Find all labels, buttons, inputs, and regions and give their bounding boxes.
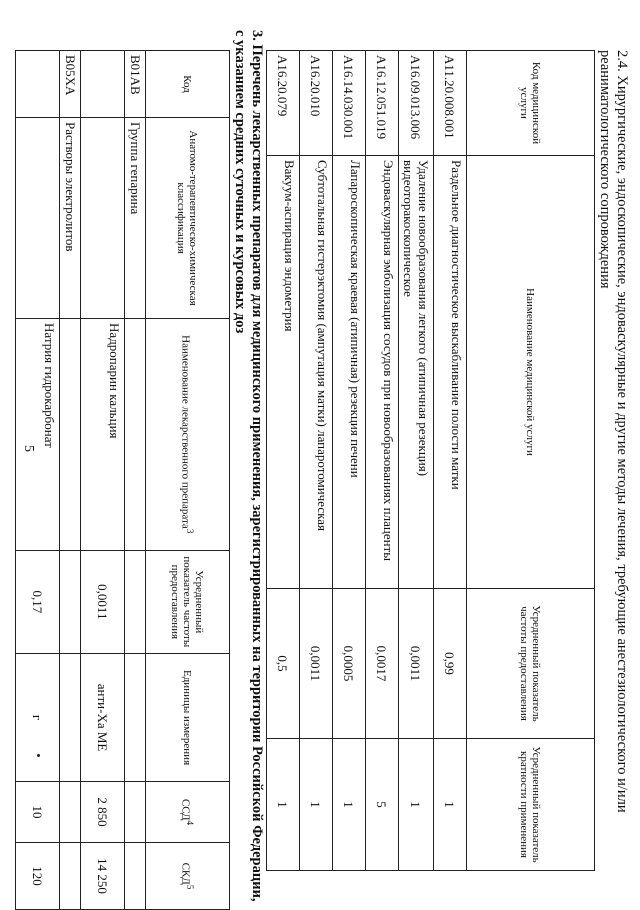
service-freq: 0,5 [267, 589, 300, 739]
service-freq: 0,0011 [300, 589, 333, 739]
service-mult: 1 [300, 739, 333, 871]
group-atc: Группа гепарина [125, 118, 146, 319]
empty-cell [60, 550, 81, 654]
group-code: B01AB [125, 51, 146, 118]
empty-cell [81, 118, 125, 319]
drug-ssd: 2 850 [81, 782, 125, 843]
service-mult: 1 [434, 739, 467, 871]
service-name: Вакуум-аспирация эндометрия [267, 156, 300, 589]
table-row [399, 51, 434, 871]
section-3-heading: 3. Перечень лекарственных препаратов для медицинского применения, зарегистрированных на территории Российской Федерации, с указанием средних суточных и курсовых доз [232, 30, 265, 902]
group-atc: Растворы электролитов [60, 118, 81, 319]
service-freq: 0,0011 [399, 589, 434, 739]
col-header-atc: Анатомо-терапевтическо-химическая классификация [146, 118, 230, 319]
empty-cell [125, 654, 146, 782]
col-header-code: Код [146, 51, 230, 118]
drug-name: Натрия гидрокарбонат [16, 319, 60, 551]
empty-cell [125, 550, 146, 654]
service-mult: 5 [366, 739, 399, 871]
col-header-name: Наименование медицинской услуги [467, 156, 595, 589]
empty-cell [125, 782, 146, 843]
empty-cell [60, 654, 81, 782]
col-header-freq: Усредненный показатель частоты предоставления [467, 589, 595, 739]
drug-unit: анти-Ха МЕ [81, 654, 125, 782]
empty-cell [60, 782, 81, 843]
drug-ssd: 10 [16, 782, 60, 843]
drug-skd: 14 250 [81, 842, 125, 909]
service-freq: 0,99 [434, 589, 467, 739]
drug-freq: 0,0011 [81, 550, 125, 654]
scan-speck [37, 754, 40, 757]
table-row [333, 51, 366, 871]
service-name: Раздельное диагностическое выскабливание полости матки [434, 156, 467, 589]
service-name: Лапароскопическая краевая (атипичная) резекция печени [333, 156, 366, 589]
empty-cell [60, 319, 81, 551]
empty-cell [60, 842, 81, 909]
service-mult: 1 [267, 739, 300, 871]
services-table [266, 50, 595, 871]
drug-unit: г [16, 654, 60, 782]
service-name: Удаление новообразования легкого (атипичная резекция) видеоторакоскопическое [399, 156, 434, 589]
col-header-drug: Наименование лекарственного препарата$^3$ [146, 319, 230, 551]
drug-row [81, 51, 125, 910]
service-freq: 0,0017 [366, 589, 399, 739]
col-header-mult: Усредненный показатель кратности применения [467, 739, 595, 871]
empty-cell [81, 51, 125, 118]
drug-name: Надропарин кальция [81, 319, 125, 551]
drug-row [16, 51, 60, 910]
service-code: A16.20.010 [300, 51, 333, 156]
service-code: A11.20.008.001 [434, 51, 467, 156]
col-header-ssd: ССД$^4$ [146, 782, 230, 843]
group-code: B05XA [60, 51, 81, 118]
drug-skd: 120 [16, 842, 60, 909]
service-mult: 1 [399, 739, 434, 871]
service-code: A16.09.013.006 [399, 51, 434, 156]
empty-cell [125, 842, 146, 909]
group-row [125, 51, 146, 910]
services-table-header [467, 51, 595, 871]
drugs-table-header [146, 51, 230, 910]
service-code: A16.12.051.019 [366, 51, 399, 156]
service-name: Эндоваскулярная эмболизация сосудов при новообразованиях плаценты [366, 156, 399, 589]
page-number: 5 [21, 445, 36, 452]
col-header-code: Код медицинской услуги [467, 51, 595, 156]
empty-cell [125, 319, 146, 551]
table-row [434, 51, 467, 871]
group-row [60, 51, 81, 910]
col-header-unit: Единицы измерения [146, 654, 230, 782]
drugs-table [15, 50, 230, 910]
drug-freq: 0,17 [16, 550, 60, 654]
section-2-4-heading: 2.4. Хирургические, эндоскопические, эндоваскулярные и другие методы лечения, требующие анестезиологического и/или реаниматологического сопровождения [597, 50, 630, 813]
service-freq: 0,0005 [333, 589, 366, 739]
service-name: Субтотальная гистерэктомия (ампутация матки) лапаротомическая [300, 156, 333, 589]
table-row [267, 51, 300, 871]
table-row [366, 51, 399, 871]
empty-cell [16, 51, 60, 118]
section-2-4 [266, 50, 630, 870]
col-header-freq: Усредненный показатель частоты предоставления [146, 550, 230, 654]
section-3 [15, 30, 265, 910]
col-header-skd: СКД$^5$ [146, 842, 230, 909]
table-row [300, 51, 333, 871]
service-code: A16.20.079 [267, 51, 300, 156]
service-code: A16.14.030.001 [333, 51, 366, 156]
service-mult: 1 [333, 739, 366, 871]
empty-cell [16, 118, 60, 319]
